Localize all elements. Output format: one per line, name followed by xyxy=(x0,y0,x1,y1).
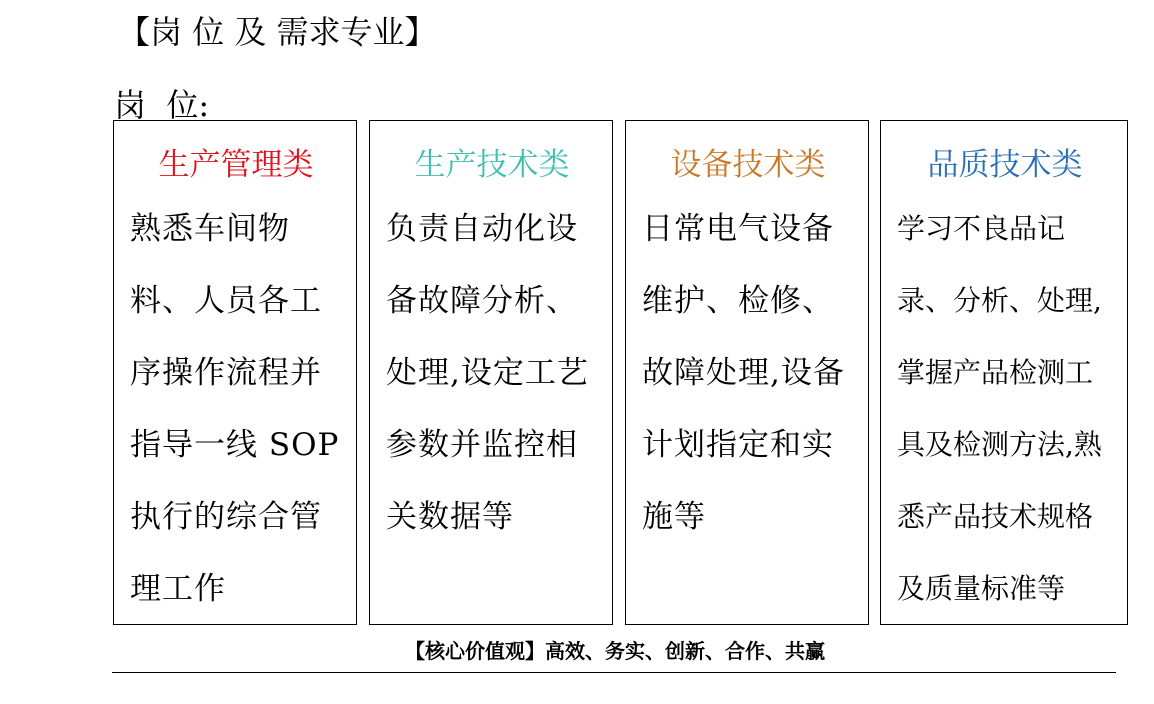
category-title: 生产技术类 xyxy=(414,147,570,183)
positions-label: 岗 位: xyxy=(114,86,210,124)
category-description: 熟悉车间物料、人员各工序操作流程并指导一线 SOP 执行的综合管理工作 xyxy=(130,211,340,607)
category-card-equipment-technology xyxy=(625,120,869,625)
category-title: 品质技术类 xyxy=(927,147,1083,183)
category-card-production-management xyxy=(113,120,357,625)
category-description: 日常电气设备维护、检修、故障处理,设备计划指定和实施等 xyxy=(642,211,845,535)
category-description: 学习不良品记录、分析、处理,掌握产品检测工具及检测方法,熟悉产品技术规格及质量标准等 xyxy=(897,212,1102,605)
category-title: 生产管理类 xyxy=(158,147,314,183)
category-description: 负责自动化设备故障分析、处理,设定工艺参数并监控相关数据等 xyxy=(386,211,589,535)
section-heading: 【岗 位 及 需求专业】 xyxy=(118,13,437,51)
category-title: 设备技术类 xyxy=(670,147,826,183)
core-values-footer: 【核心价值观】高效、务实、创新、合作、共赢 xyxy=(405,639,825,663)
footer-divider xyxy=(112,672,1116,673)
category-card-production-technology xyxy=(369,120,613,625)
category-card-quality-technology xyxy=(880,120,1128,625)
